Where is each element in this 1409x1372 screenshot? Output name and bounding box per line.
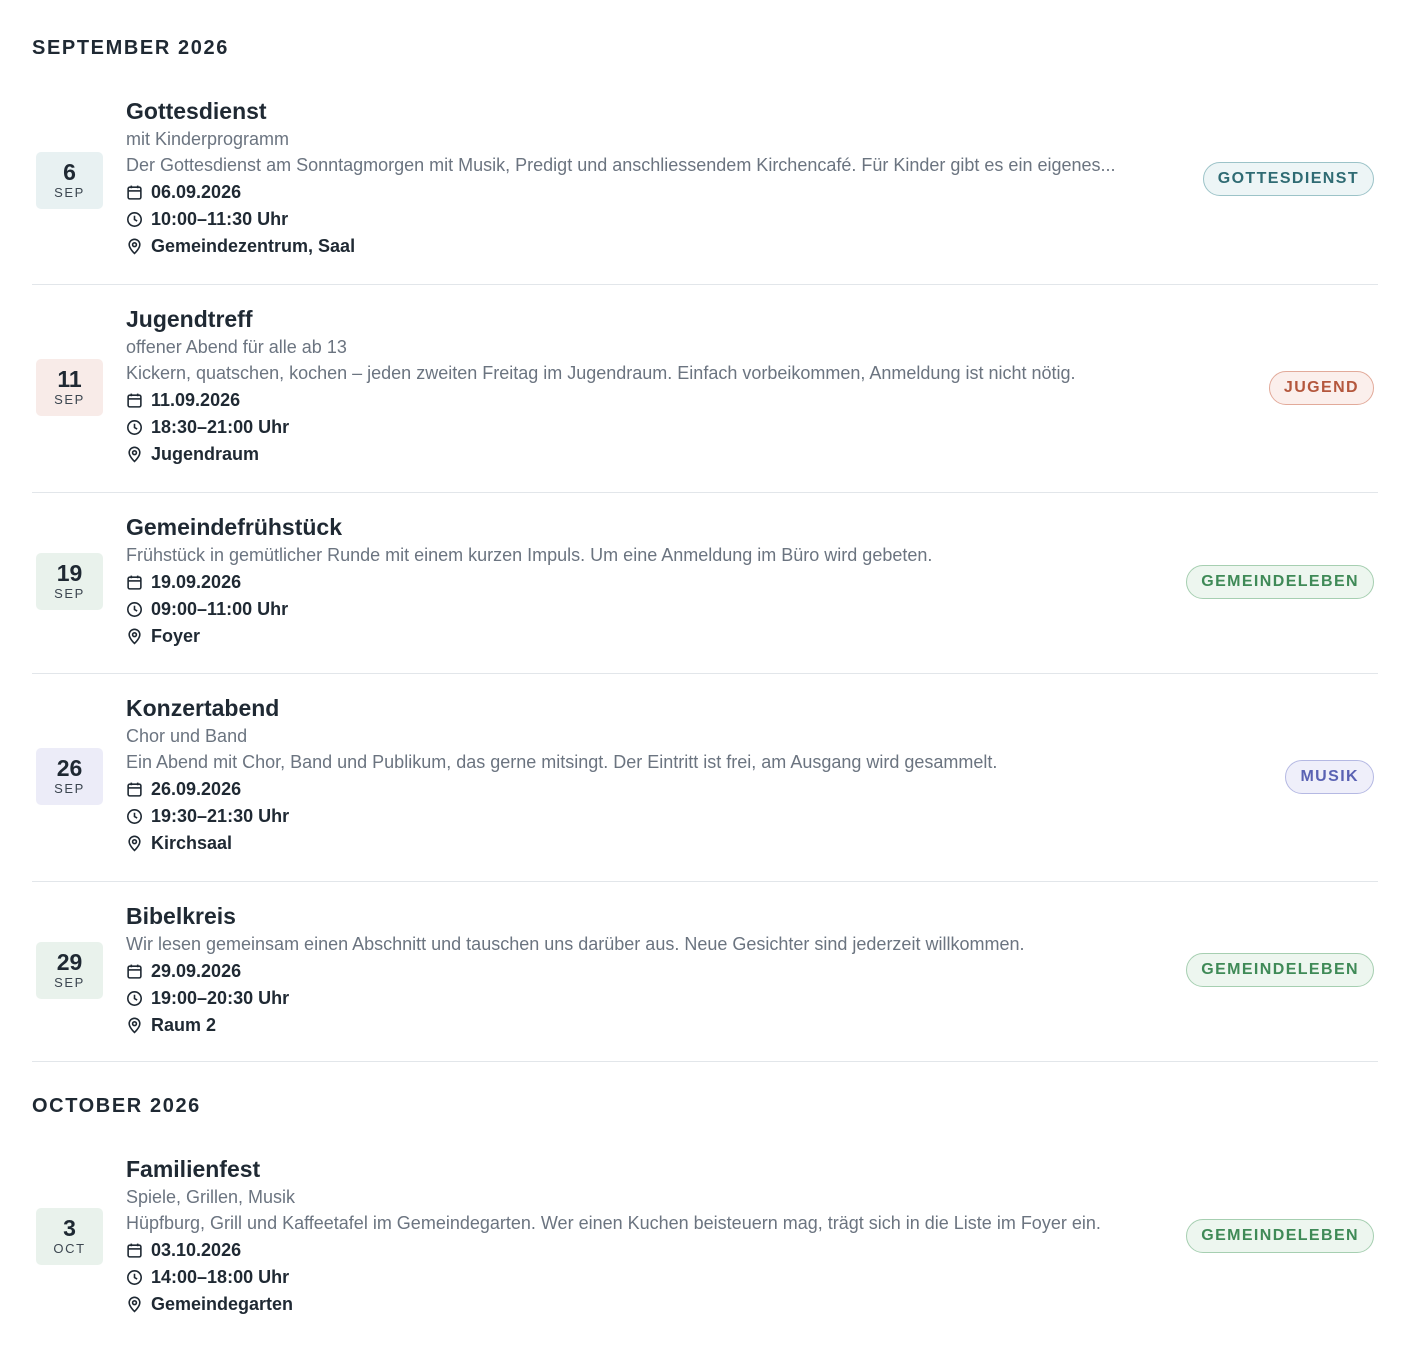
clock-icon [126,601,143,618]
calendar-icon [126,963,143,980]
event-time-text: 14:00–18:00 Uhr [151,1267,290,1287]
event-content [126,902,1176,1039]
map-pin-icon [126,446,143,463]
map-pin-icon [126,238,143,255]
date-badge [36,942,103,999]
event-date [126,179,1176,206]
event-content [126,1155,1176,1318]
event-description: Kickern, quatschen, kochen – jeden zweiten Freitag im Jugendraum. Einfach vorbeikommen, Anmeldung ist nicht nötig. [126,363,1076,383]
month-heading-september: SEPTEMBER 2026 [32,37,229,59]
date-badge-month: OCT [53,1241,86,1256]
category-tag-gemeindeleben[interactable]: GEMEINDELEBEN [1186,1219,1374,1253]
event-description: Ein Abend mit Chor, Band und Publikum, das gerne mitsingt. Der Eintritt ist frei, am Ausgang wird gesammelt. [126,752,998,772]
date-badge-month: SEP [54,185,85,200]
event-row-konzertabend[interactable] [32,674,1378,882]
date-badge [36,748,103,805]
date-badge [36,553,103,610]
event-time [126,1264,1176,1291]
date-badge-month: SEP [54,975,85,990]
map-pin-icon [126,835,143,852]
clock-icon [126,808,143,825]
calendar-icon [126,392,143,409]
map-pin-icon [126,1296,143,1313]
event-time-text: 10:00–11:30 Uhr [151,209,289,229]
event-row-bibelkreis[interactable] [32,882,1378,1062]
event-description: Hüpfburg, Grill und Kaffeetafel im Gemeindegarten. Wer einen Kuchen beisteuern mag, trägt sich in die Liste im Foyer ein. [126,1213,1101,1233]
clock-icon [126,211,143,228]
clock-icon [126,1269,143,1286]
event-location [126,233,1176,260]
date-badge-day: 11 [57,366,82,392]
event-date [126,1237,1176,1264]
event-location [126,441,1176,468]
event-description: Der Gottesdienst am Sonntagmorgen mit Musik, Predigt und anschliessendem Kirchencafé. Für Kinder gibt es ein eigenes... [126,155,1116,175]
category-tag-gemeindeleben[interactable]: GEMEINDELEBEN [1186,565,1374,599]
date-badge-day: 6 [63,159,76,185]
category-tag-gemeindeleben[interactable]: GEMEINDELEBEN [1186,953,1374,987]
event-location-text: Gemeindezentrum, Saal [151,236,356,256]
event-time-text: 09:00–11:00 Uhr [151,599,289,619]
event-title[interactable]: Familienfest [126,1156,261,1182]
event-title[interactable]: Gemeindefrühstück [126,514,342,540]
event-location [126,1012,1176,1039]
event-time [126,985,1176,1012]
event-row-gemeindefruehstueck[interactable] [32,493,1378,674]
date-badge-month: SEP [54,586,85,601]
date-badge [36,1208,103,1265]
event-time-text: 19:00–20:30 Uhr [151,988,290,1008]
event-date-text: 29.09.2026 [151,961,242,981]
event-time [126,596,1176,623]
event-location-text: Kirchsaal [151,833,233,853]
clock-icon [126,990,143,1007]
event-title[interactable]: Bibelkreis [126,903,236,929]
event-content [126,513,1176,650]
event-location-text: Gemeindegarten [151,1294,294,1314]
date-badge-day: 26 [56,755,83,781]
event-row-gottesdienst[interactable] [32,82,1378,285]
date-badge-month: SEP [54,392,85,407]
event-location [126,623,1176,650]
event-content [126,97,1176,260]
event-location-text: Jugendraum [151,444,260,464]
event-time [126,803,1176,830]
event-title[interactable]: Gottesdienst [126,98,267,124]
event-date-text: 06.09.2026 [151,182,242,202]
date-badge [36,359,103,416]
category-tag-jugend[interactable]: JUGEND [1269,371,1374,405]
event-time-text: 18:30–21:00 Uhr [151,417,290,437]
event-content [126,694,1176,857]
event-time [126,206,1176,233]
category-tag-gottesdienst[interactable]: GOTTESDIENST [1203,162,1374,196]
month-heading-october: OCTOBER 2026 [32,1095,201,1117]
event-row-familienfest[interactable] [32,1140,1378,1340]
date-badge-day: 3 [63,1215,76,1241]
date-badge-month: SEP [54,781,85,796]
event-description: Wir lesen gemeinsam einen Abschnitt und tauschen uns darüber aus. Neue Gesichter sind jederzeit willkommen. [126,934,1025,954]
calendar-icon [126,1242,143,1259]
event-location [126,1291,1176,1318]
event-date [126,569,1176,596]
calendar-icon [126,184,143,201]
event-subtitle: mit Kinderprogramm [126,129,290,149]
event-date-text: 26.09.2026 [151,779,242,799]
event-time-text: 19:30–21:30 Uhr [151,806,290,826]
event-date-text: 03.10.2026 [151,1240,242,1260]
calendar-icon [126,574,143,591]
event-title[interactable]: Konzertabend [126,695,280,721]
date-badge-day: 19 [56,560,83,586]
event-row-jugendtreff[interactable] [32,285,1378,493]
category-tag-musik[interactable]: MUSIK [1285,760,1374,794]
event-date [126,776,1176,803]
event-date [126,958,1176,985]
event-date [126,387,1176,414]
event-title[interactable]: Jugendtreff [126,306,253,332]
event-location-text: Foyer [151,626,201,646]
event-content [126,305,1176,468]
event-subtitle: Spiele, Grillen, Musik [126,1187,296,1207]
event-time [126,414,1176,441]
clock-icon [126,419,143,436]
event-date-text: 11.09.2026 [151,390,241,410]
event-date-text: 19.09.2026 [151,572,242,592]
event-subtitle: Chor und Band [126,726,248,746]
calendar-icon [126,781,143,798]
map-pin-icon [126,628,143,645]
date-badge [36,152,103,209]
event-location [126,830,1176,857]
event-description: Frühstück in gemütlicher Runde mit einem kurzen Impuls. Um eine Anmeldung im Büro wird gebeten. [126,545,933,565]
map-pin-icon [126,1017,143,1034]
event-location-text: Raum 2 [151,1015,217,1035]
date-badge-day: 29 [56,949,83,975]
event-subtitle: offener Abend für alle ab 13 [126,337,347,357]
